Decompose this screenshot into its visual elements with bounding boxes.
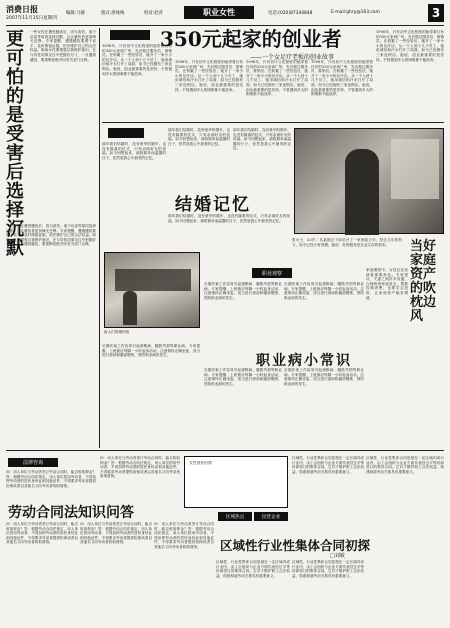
labor-body-1: 问：用人单位与劳动者签订劳动合同时，能否收取押金？答：根据劳动合同法规定，用人单位招用劳动者，不得扣押劳动者的居民身份证和其他证件，不得要求劳动者提供担保或者以其他名义向劳动者收取财物。	[6, 470, 96, 488]
editor-credit: 编辑:马静	[66, 11, 86, 16]
left-body-mid: 一些女性在遭受骚扰后，因为害怕、羞于启齿等原因选择沉默，这让骚扰者更加肆无忌惮。专家提醒，遭遇骚扰要勇于说不，及时保留证据，依法维护自己的合法权益。职场女性要增强自我保护意识，在与异性同事交往中把握好分寸，一旦遇到骚扰，要果断拒绝并向有关部门反映。	[6, 224, 96, 247]
ad-text: 女性创业招商	[189, 461, 212, 465]
issue-date: 2007年11月15日星期四	[6, 16, 57, 21]
labor-body-4: 问：用人单位与劳动者签订劳动合同时，能否收取押金？答：根据劳动合同法规定，用人单位招用劳动者，不得扣押劳动者的居民身份证和其他证件，不得要求劳动者提供担保或者以其他名义向劳动者收取财物。	[100, 456, 180, 479]
industry-body-4: 区域性、行业性集体合同是指在一定区域内或行业内，由工会组织与企业方面代表经过平等协商签订的集体合同。它对于维护职工合法权益、构建和谐劳动关系具有重要意义。	[366, 456, 444, 474]
photo-figure	[123, 291, 137, 325]
labor-headline: 劳动合同法知识问答	[8, 505, 134, 521]
labor-tag: 法律咨询	[8, 458, 58, 467]
wedding-body-2: 那年我们结婚时，没有豪华的婚车，也没有隆重的仪式，只有亲朋好友的祝福。如今回想起来，那段简单而温馨的日子，依然是我心中最美的记忆。	[168, 128, 230, 146]
industry-byline: □刘敏	[330, 553, 345, 559]
right-headline-block	[410, 240, 444, 390]
contact-phone: 电话:(020)87344848	[268, 11, 313, 16]
right-headline: 当好家庭资产的吹枕边风	[410, 239, 437, 324]
photo-shelf	[391, 139, 439, 199]
section-title: 职业女性	[184, 6, 254, 19]
col-rule-1	[99, 28, 100, 448]
main-story-col4: 1998年，只有初中文化程度的她带着仅有的350元来到广州，先后做过服务员、推销员。在积累了一些经验后，她开了一家小小的足疗店。从一个人到十几个员工，她用诚信和汗水打开了局面，如今已经拥有三家连锁店。她说，创业最重要的是坚持，不管遇到多大的困难都不能放弃。	[311, 60, 373, 97]
header-rule	[6, 25, 444, 26]
feature-photo-caption: 张女士，33岁，从某国企下岗后开了一家家政公司，经过几年的努力，如今已经小有规模。她说：好的服务是企业生存的根本。	[292, 238, 402, 247]
career-tag: 职业观察	[252, 268, 292, 278]
career-body-1: 长期伏案工作容易引起颈椎病、腰肌劳损等职业病。专家提醒，上班族应每隔一小时起身活动，注意保持正确坐姿，适当进行颈部和腰部锻炼，预防职业病的发生。	[204, 282, 282, 300]
career-body-2: 长期伏案工作容易引起颈椎病、腰肌劳损等职业病。专家提醒，上班族应每隔一小时起身活动，注意保持正确坐姿，适当进行颈部和腰部锻炼，预防职业病的发生。	[284, 282, 364, 300]
mid-rule	[6, 450, 444, 451]
right-body: 家庭理财中，女性往往扮演着重要角色。专家建议，夫妻之间应多沟通，合理规划家庭收支，既要控制消费，也要学会投资，让家庭资产稳步增值。	[366, 268, 408, 300]
page-number: 3	[428, 4, 444, 22]
main-story-col1: 1998年，只有初中文化程度的她带着仅有的350元来到广州，先后做过服务员、推销员。在积累了一些经验后，她开了一家小小的足疗店。从一个人到十几个员工，她用诚信和汗水打开了局面，如今已经拥有三家连锁店。她说，创业最重要的是坚持，不管遇到多大的困难都不能放弃。	[102, 44, 172, 76]
career-body-5: 长期伏案工作容易引起颈椎病、腰肌劳损等职业病。专家提醒，上班族应每隔一小时起身活动，注意保持正确坐姿，适当进行颈部和腰部锻炼，预防职业病的发生。	[102, 344, 200, 358]
photo-person	[345, 149, 379, 235]
main-story-headline: 350元起家的创业者	[160, 27, 342, 51]
industry-body-3: 区域性、行业性集体合同是指在一定区域内或行业内，由工会组织与企业方面代表经过平等协商签订的集体合同。它对于维护职工合法权益、构建和谐劳动关系具有重要意义。	[292, 560, 364, 578]
main-story-tag	[110, 30, 150, 40]
masthead	[6, 4, 444, 24]
paper-name: 消费日报	[6, 4, 38, 14]
main-story-subhead: ——一个女足疗老板的创业故事	[250, 54, 335, 61]
ad-box	[184, 456, 288, 508]
designer-credit: 版式:唐咏梅	[101, 11, 125, 16]
proof-credit: 校对:赵青	[144, 11, 164, 16]
wedding-photo	[104, 252, 200, 328]
left-body-top: 一些女性在遭受骚扰后，因为害怕、羞于启齿等原因选择沉默，这让骚扰者更加肆无忌惮。专家提醒，遭遇骚扰要勇于说不，及时保留证据，依法维护自己的合法权益。职场女性要增强自我保护意识，在与异性同事交往中把握好分寸，一旦遇到骚扰，要果断拒绝并向有关部门反映。	[30, 30, 96, 62]
photo-artwork	[115, 269, 191, 291]
industry-body-2: 区域性、行业性集体合同是指在一定区域内或行业内，由工会组织与企业方面代表经过平等协商签订的集体合同。它对于维护职工合法权益、构建和谐劳动关系具有重要意义。	[292, 456, 364, 474]
main-story-rule	[102, 122, 444, 123]
career-body-3: 长期伏案工作容易引起颈椎病、腰肌劳损等职业病。专家提醒，上班族应每隔一小时起身活动，注意保持正确坐姿，适当进行颈部和腰部锻炼，预防职业病的发生。	[204, 368, 282, 386]
industry-body-1: 区域性、行业性集体合同是指在一定区域内或行业内，由工会组织与企业方面代表经过平等协商签订的集体合同。它对于维护职工合法权益、构建和谐劳动关系具有重要意义。	[216, 560, 290, 578]
main-story-col5: 1998年，只有初中文化程度的她带着仅有的350元来到广州，先后做过服务员、推销员。在积累了一些经验后，她开了一家小小的足疗店。从一个人到十几个员工，她用诚信和汗水打开了局面，如今已经拥有三家连锁店。她说，创业最重要的是坚持，不管遇到多大的困难都不能放弃。	[376, 30, 444, 62]
wedding-body-1: 那年我们结婚时，没有豪华的婚车，也没有隆重的仪式，只有亲朋好友的祝福。如今回想起来，那段简单而温馨的日子，依然是我心中最美的记忆。	[102, 142, 166, 160]
contact-email: E-mail:ghry@163.com	[331, 10, 380, 15]
career-headline: 职业病小常识	[256, 353, 352, 369]
industry-tag-right: 民营企业	[254, 512, 288, 521]
labor-body-2: 问：用人单位与劳动者签订劳动合同时，能否收取押金？答：根据劳动合同法规定，用人单位招用劳动者，不得扣押劳动者的居民身份证和其他证件，不得要求劳动者提供担保或者以其他名义向劳动者收取财物。	[6, 522, 78, 545]
wedding-body-3: 那年我们结婚时，没有豪华的婚车，也没有隆重的仪式，只有亲朋好友的祝福。如今回想起来，那段简单而温馨的日子，依然是我心中最美的记忆。	[233, 128, 291, 151]
labor-body-3: 问：用人单位与劳动者签订劳动合同时，能否收取押金？答：根据劳动合同法规定，用人单位招用劳动者，不得扣押劳动者的居民身份证和其他证件，不得要求劳动者提供担保或者以其他名义向劳动者收取财物。	[80, 522, 152, 545]
left-headline: 更可怕的是受害后选择沉默	[6, 29, 24, 259]
main-story-col3: 1998年，只有初中文化程度的她带着仅有的350元来到广州，先后做过服务员、推销员。在积累了一些经验后，她开了一家小小的足疗店。从一个人到十几个员工，她用诚信和汗水打开了局面，如今已经拥有三家连锁店。她说，创业最重要的是坚持，不管遇到多大的困难都不能放弃。	[246, 60, 308, 97]
labor-body-5: 问：用人单位与劳动者签订劳动合同时，能否收取押金？答：根据劳动合同法规定，用人单位招用劳动者，不得扣押劳动者的居民身份证和其他证件，不得要求劳动者提供担保或者以其他名义向劳动者收取财物。	[154, 522, 214, 549]
wedding-tag	[108, 128, 144, 138]
wedding-photo-caption: 新人们的婚纱照	[104, 330, 130, 334]
wedding-label: 结婚记忆	[175, 195, 251, 215]
industry-tag-left: 区域热点	[218, 512, 252, 521]
wedding-body-4: 那年我们结婚时，没有豪华的婚车，也没有隆重的仪式，只有亲朋好友的祝福。如今回想起来，那段简单而温馨的日子，依然是我心中最美的记忆。	[168, 214, 290, 223]
industry-headline: 区域性行业性集体合同初探	[220, 538, 371, 553]
main-story-col2: 1998年，只有初中文化程度的她带着仅有的350元来到广州，先后做过服务员、推销员。在积累了一些经验后，她开了一家小小的足疗店。从一个人到十几个员工，她用诚信和汗水打开了局面，如今已经拥有三家连锁店。她说，创业最重要的是坚持，不管遇到多大的困难都不能放弃。	[175, 60, 243, 92]
left-headline-block	[6, 29, 28, 259]
feature-photo	[294, 128, 444, 234]
career-body-4: 长期伏案工作容易引起颈椎病、腰肌劳损等职业病。专家提醒，上班族应每隔一小时起身活动，注意保持正确坐姿，适当进行颈部和腰部锻炼，预防职业病的发生。	[284, 368, 364, 386]
